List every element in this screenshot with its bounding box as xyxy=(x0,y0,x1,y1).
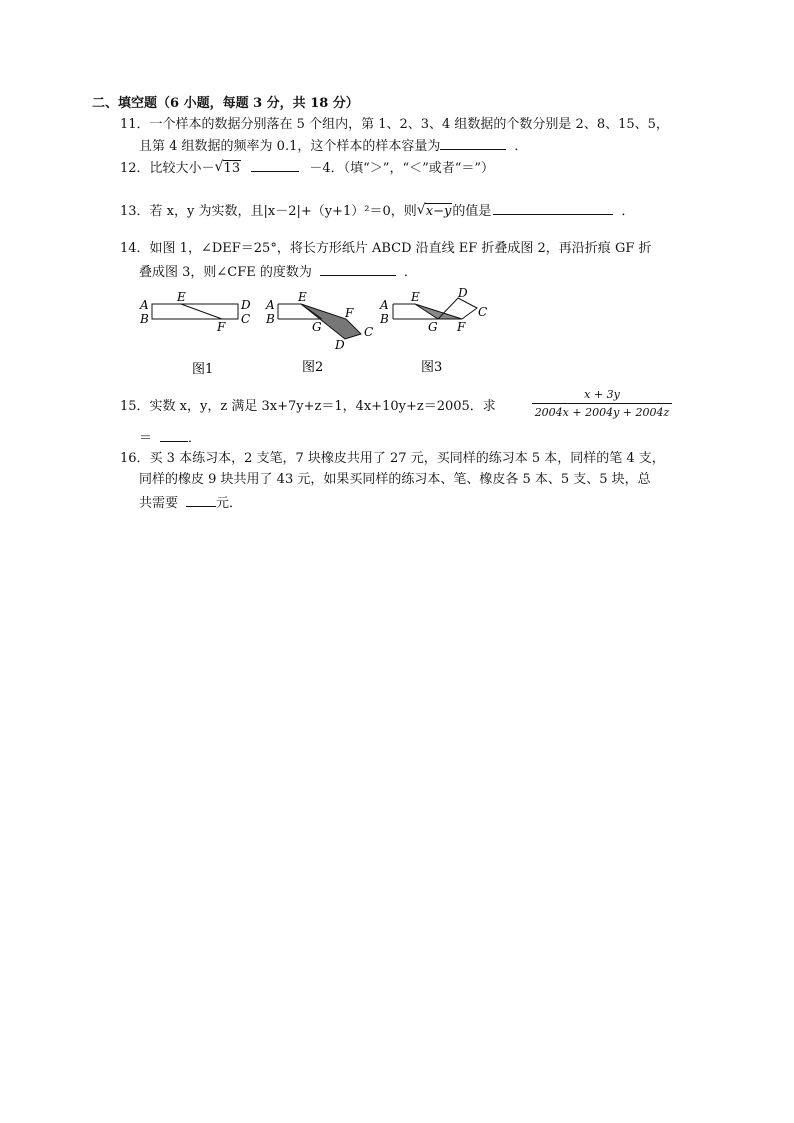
label-b: B xyxy=(266,312,275,326)
label-b: B xyxy=(140,312,149,326)
q15-end: ． xyxy=(188,431,202,446)
sqrt-expression xyxy=(215,161,242,177)
radical-sign: √ xyxy=(416,202,426,218)
q14-line1: 14．如图 1，∠DEF＝25°，将长方形纸片 ABCD 沿直线 EF 折叠成图 2，再沿折痕 GF 折 xyxy=(120,241,652,256)
q16-line3 xyxy=(139,494,242,512)
label-a: A xyxy=(266,298,275,312)
label-c: C xyxy=(241,312,251,326)
q11-text: 且第 4 组数据的频率为 0.1，这个样本的样本容量为 xyxy=(139,139,441,154)
denominator: 2004x + 2004y + 2004z xyxy=(534,406,670,419)
figure-3 xyxy=(379,286,487,375)
label-d: D xyxy=(241,298,251,312)
figure-caption: 图1 xyxy=(192,362,214,377)
answer-blank[interactable] xyxy=(320,263,396,276)
q14-text: 叠成图 3，则∠CFE 的度数为 xyxy=(139,265,312,280)
label-f: F xyxy=(217,320,226,334)
figure-caption: 图3 xyxy=(421,360,443,375)
radicand: 13 xyxy=(223,161,241,176)
q13-pre: 13．若 x，y 为实数，且|x－2|+（y+1）²＝0，则 xyxy=(120,204,417,219)
q12-post: －4．（填“＞”，“＜”或者“＝”） xyxy=(309,161,495,176)
q16-line2: 同样的橡皮 9 块共用了 43 元，如果买同样的练习本、笔、橡皮各 5 本、5 支、5 块，总 xyxy=(139,472,651,487)
radicand: x−y xyxy=(425,204,452,219)
label-e: E xyxy=(298,290,307,304)
q13-post: 的值是 xyxy=(452,204,492,219)
q14-end: ． xyxy=(403,265,417,280)
figure-2 xyxy=(265,290,373,375)
label-e: E xyxy=(177,290,186,304)
q15-line: 15．实数 x，y，z 满足 3x+7y+z＝1，4x+10y+z＝2005．求 xyxy=(120,399,496,414)
equals-sign: ＝ xyxy=(139,431,153,446)
q16-text: 共需要 xyxy=(139,496,179,511)
label-c: C xyxy=(478,305,488,319)
label-g: G xyxy=(428,320,438,334)
answer-blank[interactable] xyxy=(251,159,299,172)
answer-blank[interactable] xyxy=(186,494,216,507)
q15-answer-line xyxy=(139,429,201,447)
sqrt-expression xyxy=(417,204,453,220)
q12-line xyxy=(120,159,494,177)
label-e: E xyxy=(411,290,420,304)
figure-1 xyxy=(139,290,251,377)
q13-end: ． xyxy=(621,204,635,219)
radical-sign: √ xyxy=(214,159,224,175)
label-a: A xyxy=(140,298,149,312)
q16-line1: 16．买 3 本练习本，2 支笔，7 块橡皮共用了 27 元，买同样的练习本 5 本，同样的笔 4 支， xyxy=(120,451,665,466)
q14-line2 xyxy=(139,263,417,281)
label-f: F xyxy=(345,306,354,320)
label-c: C xyxy=(364,325,374,339)
answer-blank[interactable] xyxy=(493,202,613,215)
q11-end: ． xyxy=(514,139,528,154)
q11-line1: 11．一个样本的数据分别落在 5 个组内，第 1、2、3、4 组数据的个数分别是 2、8、15、5， xyxy=(120,117,669,132)
label-d: D xyxy=(458,286,468,300)
label-b: B xyxy=(380,312,389,326)
figure-caption: 图2 xyxy=(302,360,324,375)
answer-blank[interactable] xyxy=(440,137,506,150)
label-a: A xyxy=(380,298,389,312)
label-g: G xyxy=(312,320,322,334)
q13-line xyxy=(120,202,634,220)
q16-end: 元． xyxy=(216,496,243,511)
section-title: 二、填空题（6 小题，每题 3 分，共 18 分） xyxy=(92,96,359,111)
geometry-figures xyxy=(0,285,794,385)
numerator: x + 3y xyxy=(584,388,620,401)
label-d: D xyxy=(335,338,345,352)
q11-line2 xyxy=(139,137,527,155)
fraction xyxy=(532,388,672,419)
q12-pre: 12．比较大小－ xyxy=(120,161,215,176)
answer-blank[interactable] xyxy=(160,429,188,442)
label-f: F xyxy=(457,320,466,334)
